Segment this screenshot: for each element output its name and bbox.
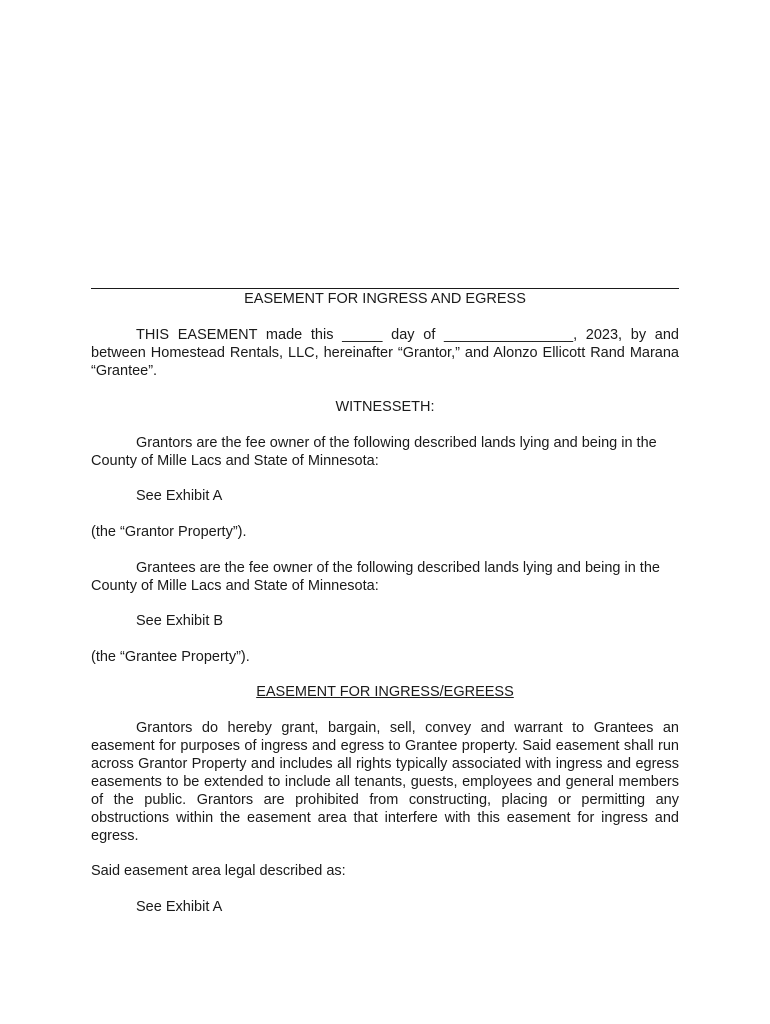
- document-title: EASEMENT FOR INGRESS AND EGRESS: [244, 291, 526, 307]
- grantee-lands-paragraph: Grantees are the fee owner of the following described lands lying and being in the County of Mille Lacs and State of Minnesota:: [91, 560, 660, 594]
- easement-area-description: Said easement area legal described as:: [91, 863, 346, 879]
- grant-paragraph: Grantors do hereby grant, bargain, sell, convey and warrant to Grantees an easement for purposes of ingress and egress to Grantee property. Said easement shall run across Grantor Property and includes all rights typically associated with ingress and egress easements to be extended to include all tenants, guests, employees and general members of the public. Grantors are prohibited from constructing, placing or permitting any obstructions within the easement area that interfere with this easement for ingress and egress.: [91, 720, 679, 844]
- section-heading: EASEMENT FOR INGRESS/EGREESS: [256, 684, 514, 700]
- exhibit-b-reference: See Exhibit B: [136, 613, 224, 629]
- grantor-property-definition: (the “Grantor Property”).: [91, 524, 247, 540]
- exhibit-a-reference-2: See Exhibit A: [136, 899, 223, 915]
- intro-paragraph: THIS EASEMENT made this _____ day of ________________, 2023, by and between Homestead Rentals, LLC, hereinafter “Grantor,” and Alonzo Ellicott Rand Marana “Grantee”.: [91, 327, 679, 379]
- section-heading-wrap: [91, 683, 679, 701]
- grantee-property-definition: (the “Grantee Property”).: [91, 649, 250, 665]
- witnesseth-heading: WITNESSETH:: [335, 399, 435, 415]
- exhibit-a-reference: See Exhibit A: [136, 488, 223, 504]
- grantor-lands-paragraph: Grantors are the fee owner of the following described lands lying and being in the County of Mille Lacs and State of Minnesota:: [91, 435, 657, 469]
- header-rule: [91, 288, 679, 289]
